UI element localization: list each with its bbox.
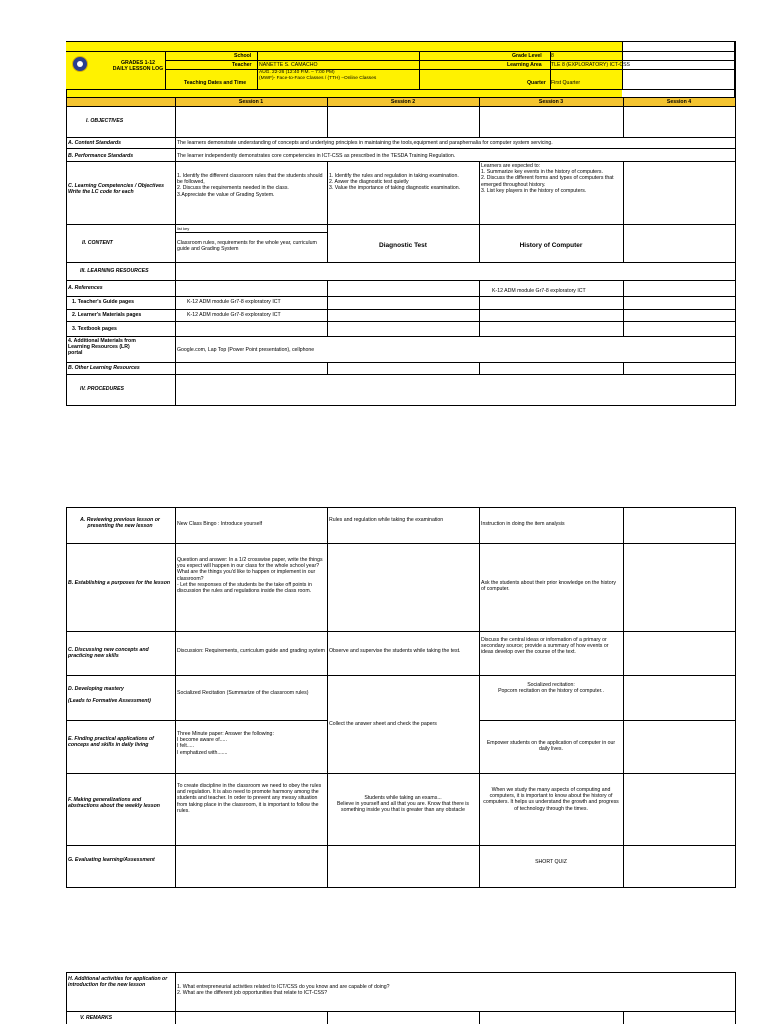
procedures-heading: IV. PROCEDURES: [80, 386, 124, 392]
proc-a-session-2: Rules and regulation while taking the examination: [329, 517, 444, 523]
proc-e-label: E. Finding practical applications of conceps and skills in daily living: [68, 736, 154, 749]
textbook-label: 3. Textbook pages: [72, 326, 117, 332]
content-standards-label: A. Content Standards: [68, 140, 122, 146]
performance-standards-label: B. Performance Standards: [68, 153, 134, 159]
list-key-note: list key: [177, 226, 190, 231]
dates-label: Teaching Dates and Time: [184, 80, 247, 86]
teacher-value: NANETTE S. CAMACHO: [259, 62, 318, 68]
competencies-session-2: 1. Identify the rules and regulation in taking examination. 2. Aswer the diagnostic test quietly 3. Value the importance of taking diagnostic examination.: [329, 173, 461, 192]
objectives-heading: I. OBJECTIVES: [86, 118, 124, 124]
quarter-value: First Quarter: [551, 80, 581, 86]
content-heading: II. CONTENT: [82, 240, 113, 246]
competencies-label: C. Learning Competencies / Objectives Write the LC code for each: [68, 183, 164, 196]
proc-a-session-1: New Class Bingo : Introduce yourself: [177, 521, 263, 527]
proc-d-session-1: Socialized Recitation (Summarize of the classroom rules): [177, 690, 309, 696]
proc-c-session-1: Discussion: Requirements, curriculum guide and grading system: [177, 648, 325, 654]
session-4-header: Session 4: [666, 99, 692, 105]
learning-area-label: Learning Area: [507, 62, 542, 68]
teachers-guide-label: 1. Teacher's Guide pages: [72, 299, 134, 305]
proc-a-label: A. Reviewing previous lesson or presenting the new lesson: [80, 517, 160, 530]
other-resources-label: B. Other Learning Resources: [68, 365, 140, 371]
session-1-header: Session 1: [238, 99, 264, 105]
learners-materials-session-1: K-12 ADM module Gr7-8 exploratory ICT: [187, 312, 281, 318]
deped-seal-icon: [72, 56, 88, 72]
proc-c-session-2: Observe and supervise the students while taking the test.: [329, 648, 461, 654]
proc-b-session-3: Ask the students about their prior knowledge on the history of computer.: [481, 580, 616, 593]
proc-f-session-1: To create discipline in the classroom we need to obey the rules and regulation. It is also need to promote harmony among the students and teacher. In order to prevent any messy situation from taking place in the classroom, it is important to follow the rules.: [177, 783, 322, 814]
teacher-label: Teacher: [232, 62, 252, 68]
proc-b-label: B. Establishing a purposes for the lesson: [68, 580, 171, 586]
competencies-session-3: Learners are expected to: 1. Summarize key events in the history of computers. 2. Discuss the different forms and types of computers that emerged throughout history. 3. List key players in the history of computers.: [481, 163, 614, 194]
resources-heading: III. LEARNING RESOURCES: [80, 268, 149, 274]
performance-standards-value: The learner independently demonstrates core competencies in ICT-CSS as prescribed in the TESDA Training Regulation.: [177, 153, 456, 159]
teachers-guide-session-1: K-12 ADM module Gr7-8 exploratory ICT: [187, 299, 281, 305]
references-session-3: K-12 ADM module Gr7-8 exploratory ICT: [492, 288, 586, 294]
content-standards-value: The learners demonstrate understanding of concepts and underlying principles in maintaining the tools,equipment and paraphernalia for computer system servicing.: [177, 140, 553, 146]
proc-g-session-3: SHORT QUIZ: [535, 859, 567, 865]
session-3-header: Session 3: [538, 99, 564, 105]
content-session-2: Diagnostic Test: [379, 242, 427, 249]
references-label: A. References: [68, 285, 103, 291]
content-session-1: Classroom rules, requirements for the whole year, curriculum guide and Grading System: [177, 240, 317, 253]
additional-materials-session-1: Google.com, Lap Top (Power Point presentation), cellphone: [177, 347, 315, 353]
grade-level-label: Grade Level: [512, 53, 542, 59]
school-label: School: [234, 53, 252, 59]
proc-h-label: H. Additional activities for application or introduction for the new lesson: [68, 976, 168, 989]
proc-b-session-1: Question and answer: In a 1/2 crosswise paper, write the things you expect will happen in our class for the whole school year? What are the things you'd like to happen or implement in our classroom? - Let the responses of the students be the take off points in discussion the rules and regulations inside the class room.: [177, 557, 323, 595]
proc-c-session-3: Discuss the central ideas or information of a primary or secondary source; provide a summary of how events or ideas develop over the course of the text.: [481, 637, 609, 656]
dll-label: DAILY LESSON LOG: [112, 66, 164, 72]
proc-a-session-3: Instruction in doing the item analysis: [481, 521, 565, 527]
dates-value: AUG. 22-26 (12:40 P.M. – 7:00 PM) (MWF)- Face-to-Face Classes / (TTH) –Online Classes: [259, 70, 377, 81]
content-session-3: History of Computer: [519, 242, 583, 249]
proc-d-label: D. Developing mastery (Leads to Formative Assessment): [68, 686, 151, 705]
proc-e-session-3: Empower students on the application of computer in our daily lives.: [486, 740, 616, 753]
grades-label: GRADES 1-12: [120, 60, 156, 66]
proc-f-label: F. Making generalizations and abstractions about the weekly lesson: [68, 797, 160, 810]
quarter-label: Quarter: [527, 80, 546, 86]
competencies-session-1: 1. Identify the different classroom rules that the students should be followed, 2. Discuss the requirements needed in the class. 3.Appreciate the value of Grading System.: [177, 173, 323, 198]
proc-g-label: G. Evaluating learning/Assessment: [68, 857, 155, 863]
proc-d-session-3: Socialized recitation: Popcorn recitation on the history of computer..: [498, 682, 604, 695]
proc-de-session-2: Collect the answer sheet and check the papers: [329, 721, 437, 727]
learners-materials-label: 2. Learner's Materials pages: [72, 312, 142, 318]
proc-f-session-2: Students while taking an exams... Believe in yourself and all that you are. Know that there is something inside you that is greater than any obstacle: [336, 795, 470, 814]
proc-c-label: C. Discussing new concepts and practicing new skills: [68, 647, 149, 660]
session-2-header: Session 2: [390, 99, 416, 105]
learning-area-value: TLE 8 (EXPLORATORY) ICT-CSS: [551, 62, 630, 68]
proc-f-session-3: When we study the many aspects of computing and computers, it is important to know about the history of computers. It helps us understand the growth and progress of technology through the times.: [483, 787, 619, 812]
proc-h-session-1: 1. What entrepreneurial activities related to ICT/CSS do you know and are capable of doing? 2. What are the different job opportunities that relate to ICT-CSS?: [177, 984, 390, 997]
grade-level-value: 8: [551, 53, 554, 59]
remarks-heading: V. REMARKS: [80, 1015, 113, 1021]
header-right-box: [622, 41, 735, 101]
additional-materials-label: 4. Additional Materials from Learning Resources (LR) portal: [68, 338, 136, 357]
proc-e-session-1: Three Minute paper: Answer the following: I become aware of..... I felt..... I emphatized with.......: [177, 731, 274, 756]
